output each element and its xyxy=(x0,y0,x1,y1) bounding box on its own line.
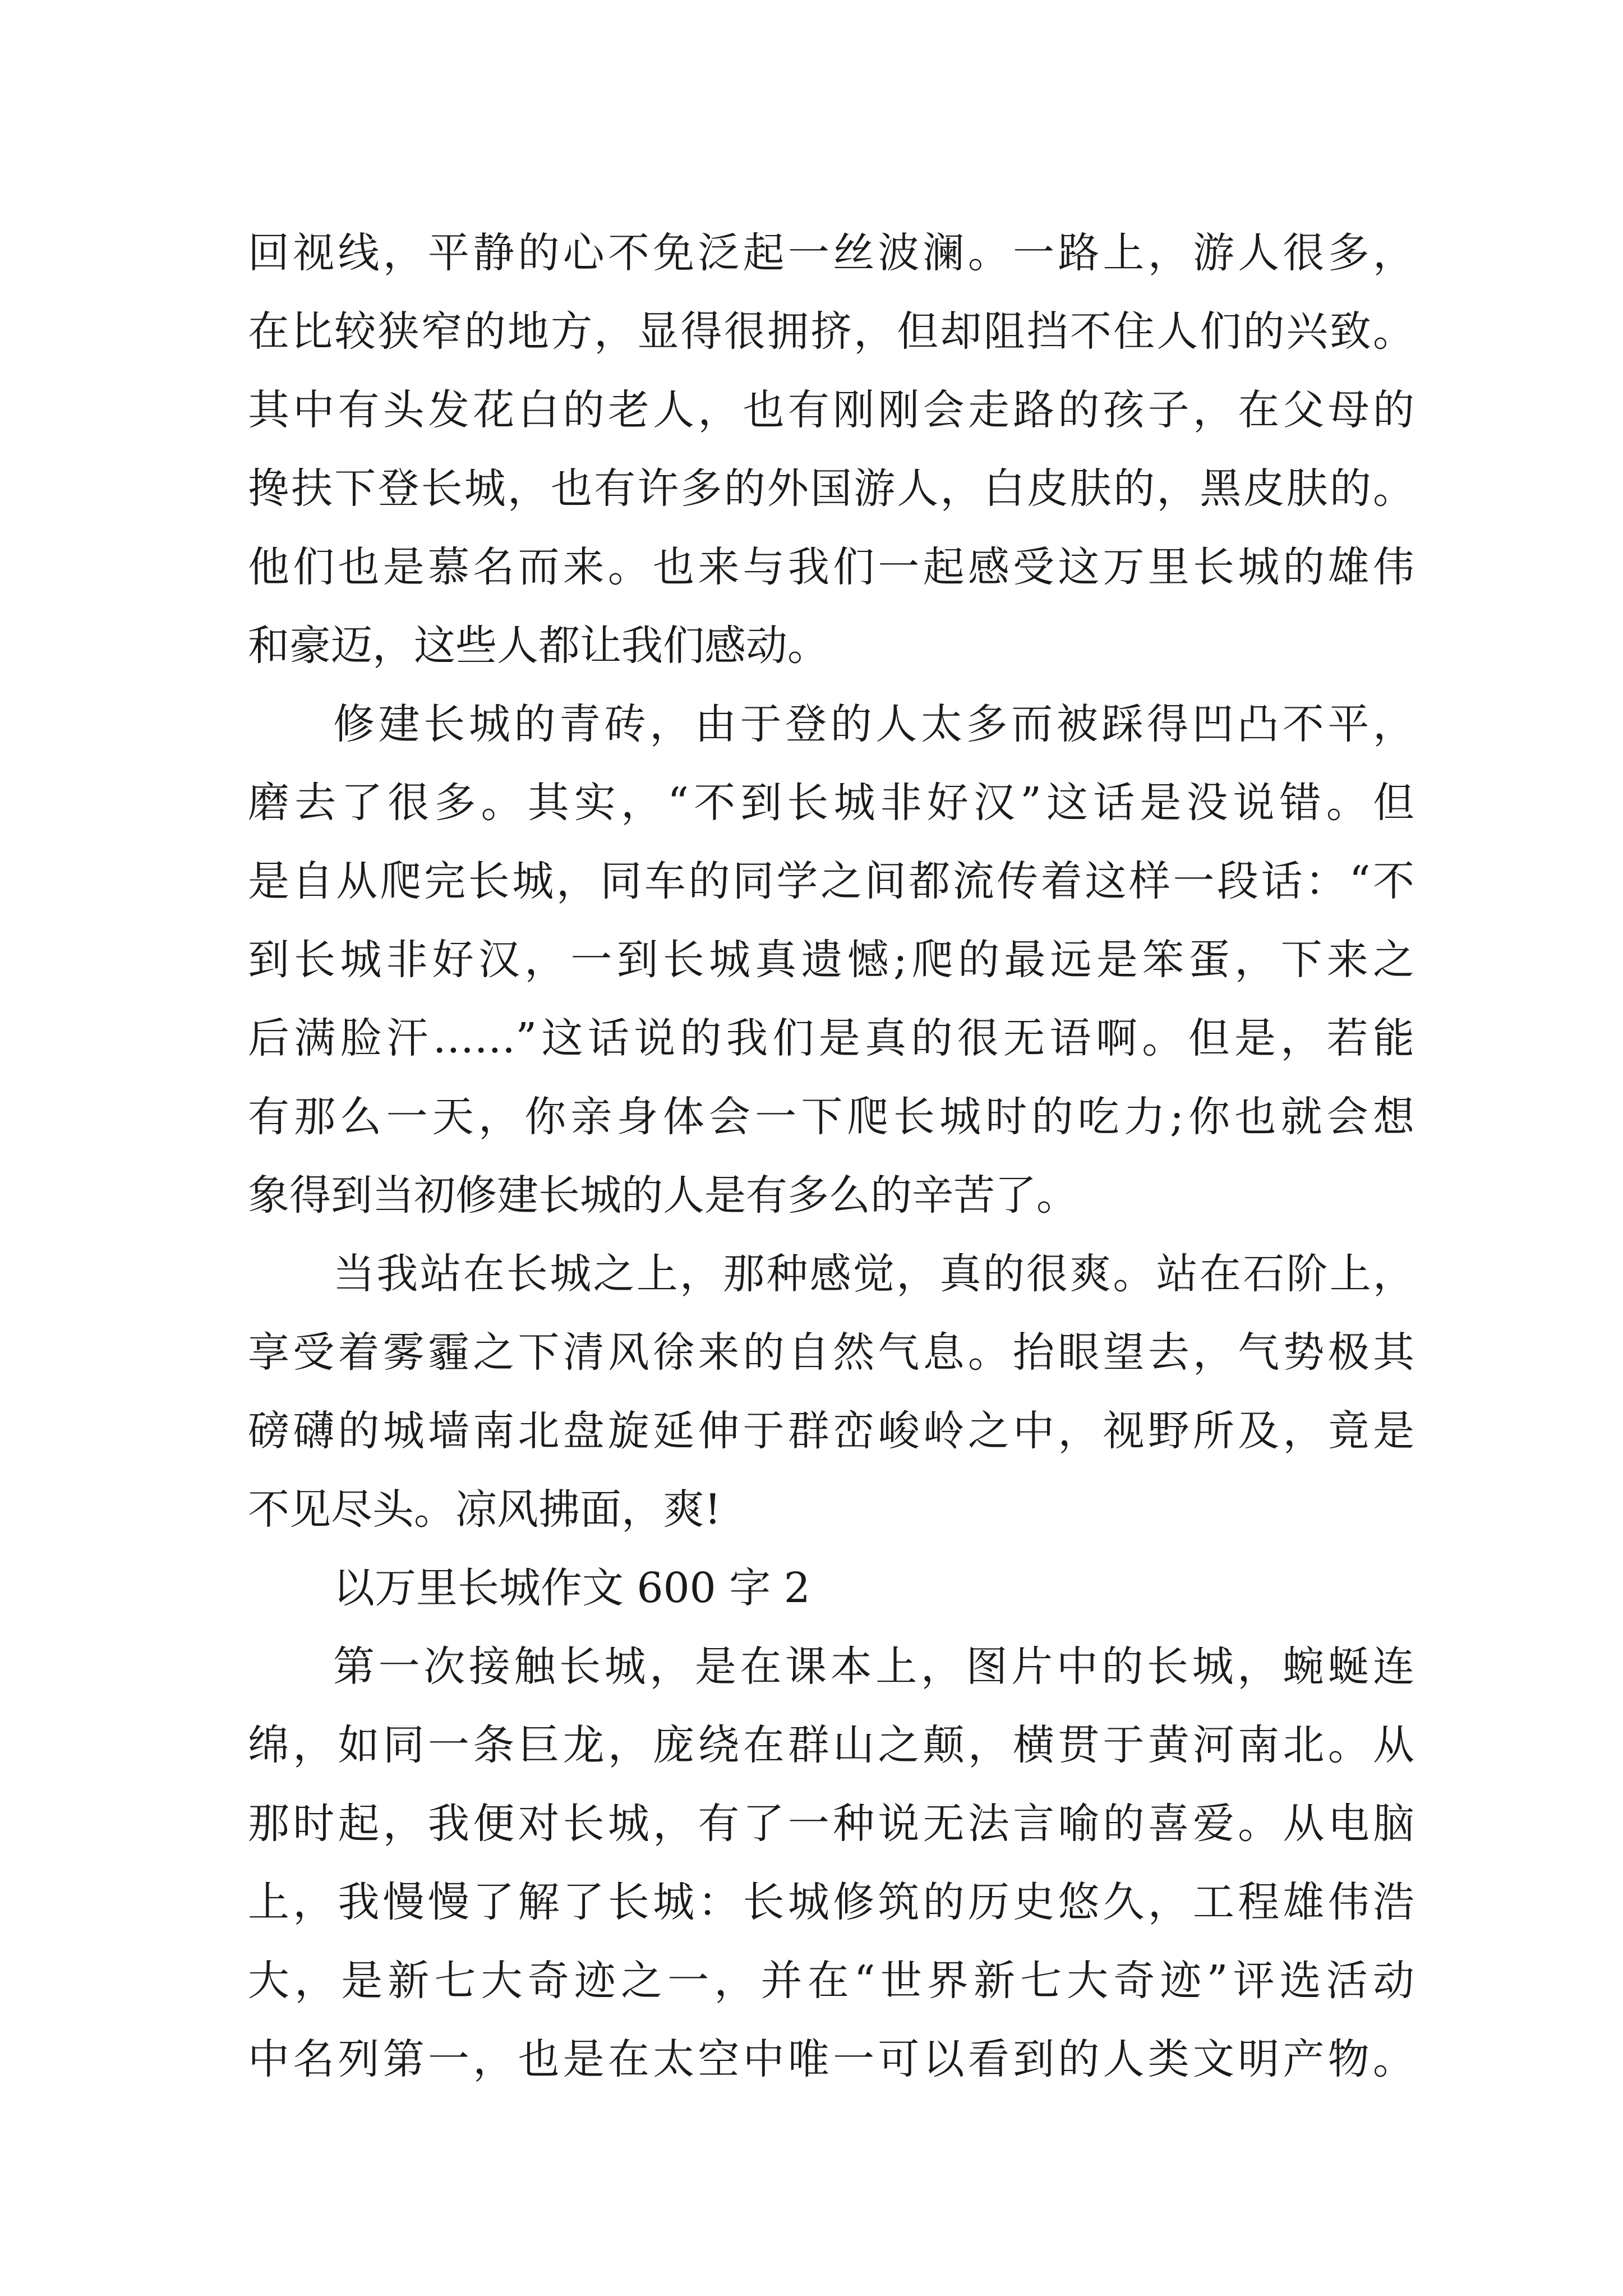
text-line: 大，是新七大奇迹之一，并在“世界新七大奇迹”评选活动 xyxy=(248,1957,1414,2005)
text-line: 中名列第一，也是在太空中唯一可以看到的人类文明产物。 xyxy=(248,2035,1414,2083)
section-heading: 以万里长城作文 600 字 2 xyxy=(333,1564,810,1612)
text-line: 搀扶下登长城，也有许多的外国游人，白皮肤的，黑皮肤的。 xyxy=(248,464,1414,513)
text-line: 享受着雾霾之下清风徐来的自然气息。抬眼望去，气势极其 xyxy=(248,1328,1414,1377)
text-line: 上，我慢慢了解了长城：长城修筑的历史悠久，工程雄伟浩 xyxy=(248,1878,1414,1926)
text-line: 象得到当初修建长城的人是有多么的辛苦了。 xyxy=(248,1171,1078,1220)
text-line: 有那么一天，你亲身体会一下爬长城时的吃力;你也就会想 xyxy=(248,1093,1414,1141)
text-line: 磅礴的城墙南北盘旋延伸于群峦峻岭之中，视野所及，竟是 xyxy=(248,1407,1414,1455)
text-line: 后满脸汗……”这话说的我们是真的很无语啊。但是，若能 xyxy=(248,1014,1414,1062)
text-line: 绵，如同一条巨龙，庞绕在群山之颠，横贯于黄河南北。从 xyxy=(248,1721,1414,1769)
text-line: 是自从爬完长城，同车的同学之间都流传着这样一段话：“不 xyxy=(248,857,1414,905)
text-line: 不见尽头。凉风拂面，爽! xyxy=(248,1485,721,1534)
text-line: 磨去了很多。其实，“不到长城非好汉”这话是没说错。但 xyxy=(248,779,1414,827)
text-line: 第一次接触长城，是在课本上，图片中的长城，蜿蜒连 xyxy=(333,1642,1414,1691)
text-line: 到长城非好汉，一到长城真遗憾;爬的最远是笨蛋，下来之 xyxy=(248,936,1414,984)
text-line: 他们也是慕名而来。也来与我们一起感受这万里长城的雄伟 xyxy=(248,543,1414,591)
text-line: 在比较狭窄的地方，显得很拥挤，但却阻挡不住人们的兴致。 xyxy=(248,307,1414,356)
text-line: 当我站在长城之上，那种感觉，真的很爽。站在石阶上， xyxy=(333,1250,1414,1298)
text-line: 其中有头发花白的老人，也有刚刚会走路的孩子，在父母的 xyxy=(248,386,1414,434)
text-line: 那时起，我便对长城，有了一种说无法言喻的喜爱。从电脑 xyxy=(248,1800,1414,1848)
text-line: 修建长城的青砖，由于登的人太多而被踩得凹凸不平， xyxy=(333,700,1414,748)
text-line: 回视线，平静的心不免泛起一丝波澜。一路上，游人很多， xyxy=(248,229,1414,277)
text-line: 和豪迈，这些人都让我们感动。 xyxy=(248,622,829,670)
